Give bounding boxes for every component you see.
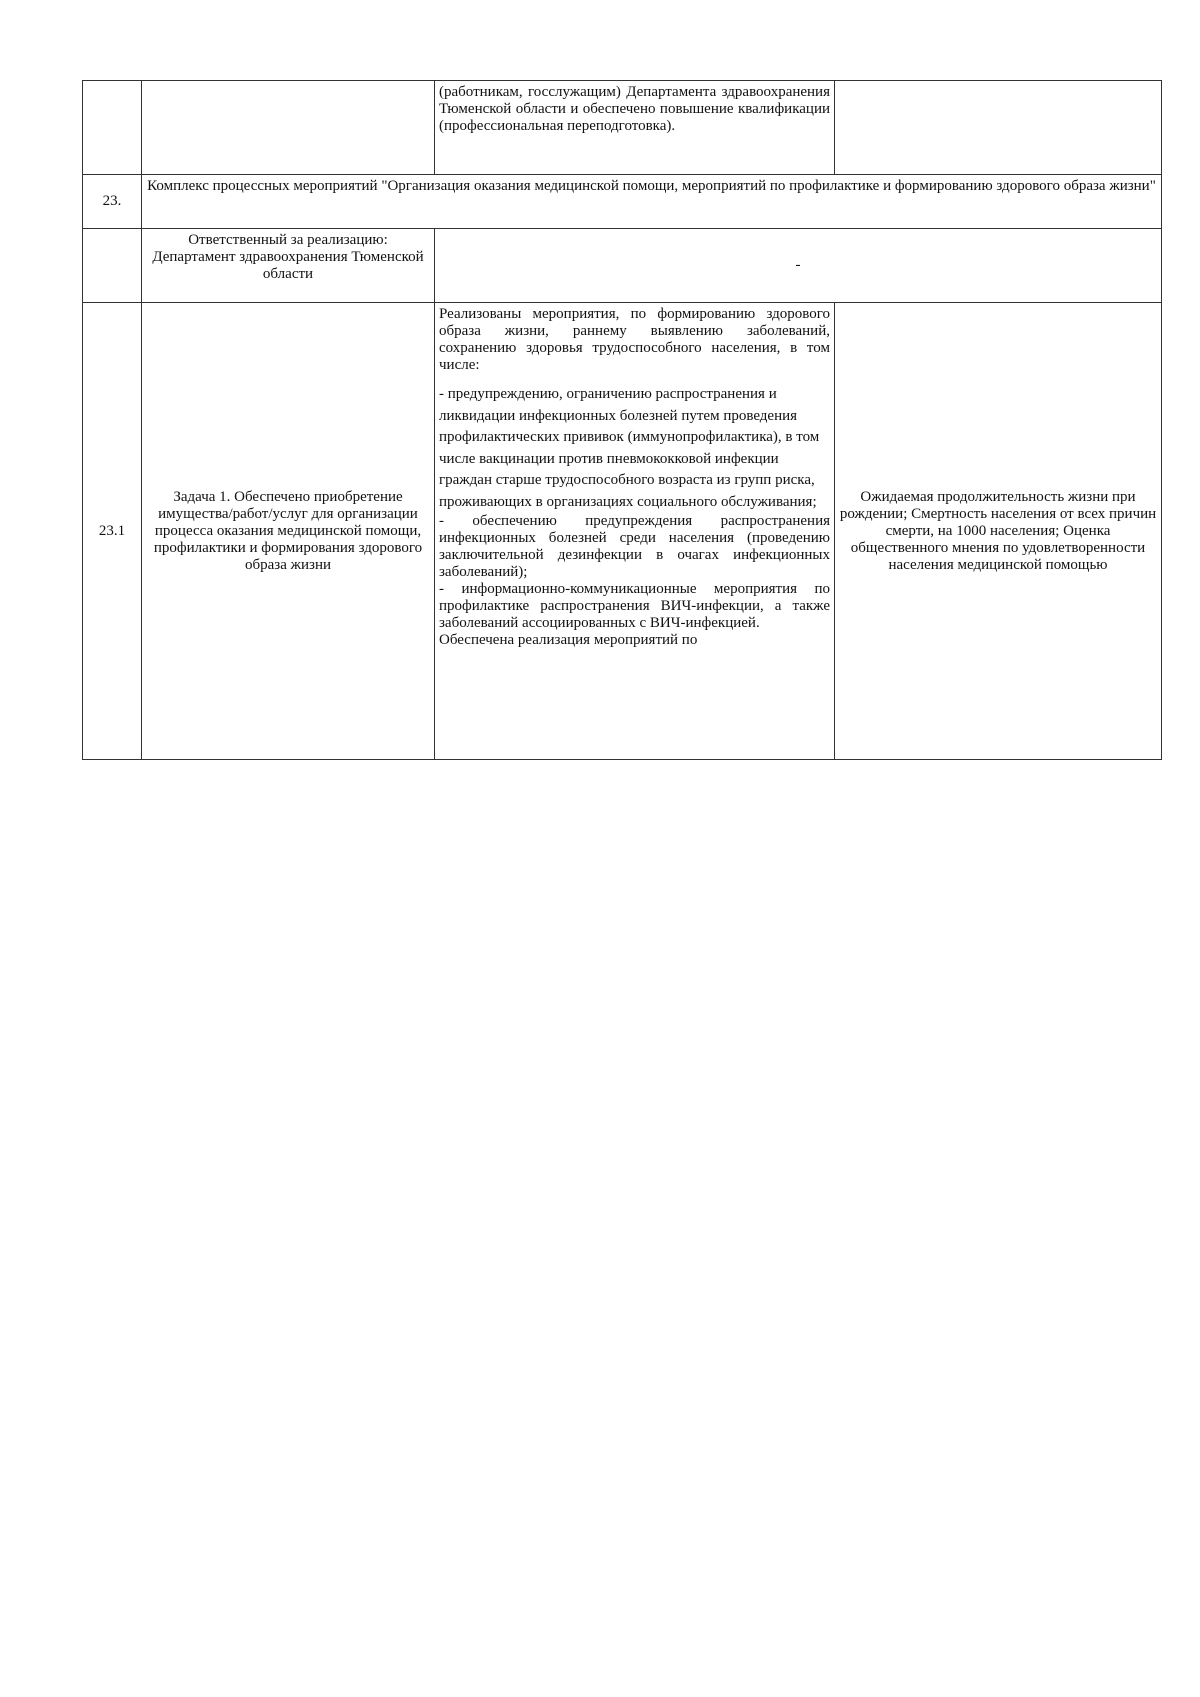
indicator-cell [835,81,1162,175]
row-number-cell: 23.1 [83,303,142,760]
table-row [83,303,1162,760]
table-row [83,175,1162,229]
result-text: (работникам, госслужащим) Департамента здравоохранения Тюменской области и обеспечено повышение квалификации (профессиональная переподготовка). [439,84,830,134]
result-item: - обеспечению предупреждения распространения инфекционных болезней среди населения (проведению заключительной дезинфекции в очагах инфекционных заболеваний); [439,513,830,580]
row-number-cell [83,229,142,303]
row-number-cell: 23. [83,175,142,229]
result-item: - предупреждению, ограничению распространения и ликвидации инфекционных болезней путем проведения профилактических прививок (иммунопрофилактика), в том числе вакцинации против пневмококковой инфекции граждан старше трудоспособного возраста из групп риска, проживающих в организациях социального обслуживания; [439,386,820,510]
result-cell [435,81,835,175]
table-row [83,81,1162,175]
program-table [82,80,1162,760]
row-number-cell [83,81,142,175]
responsible-label-cell: Ответственный за реализацию: Департамент здравоохранения Тюменской области [142,229,435,303]
result-item: - информационно-коммуникационные мероприятия по профилактике распространения ВИЧ-инфекции, а также заболеваний ассоциированных с ВИЧ-инфекцией. [439,581,830,631]
result-intro: Реализованы мероприятия, по формированию здорового образа жизни, раннему выявлению заболеваний, сохранению здоровья трудоспособного населения, в том числе: [439,306,830,373]
complex-title-cell: Комплекс процессных мероприятий "Организация оказания медицинской помощи, мероприятий по профилактике и формированию здорового образа жизни" [142,175,1162,229]
result-cell [435,303,835,760]
indicator-cell: Ожидаемая продолжительность жизни при рождении; Смертность населения от всех причин смерти, на 1000 населения; Оценка общественного мнения по удовлетворенности населения медицинской помощью [835,303,1162,760]
table-row [83,229,1162,303]
responsible-value-cell: - [435,229,1162,303]
task-cell: Задача 1. Обеспечено приобретение имущества/работ/услуг для организации процесса оказания медицинской помощи, профилактики и формирования здорового образа жизни [142,303,435,760]
result-item: Обеспечена реализация мероприятий по [439,632,698,648]
task-cell [142,81,435,175]
